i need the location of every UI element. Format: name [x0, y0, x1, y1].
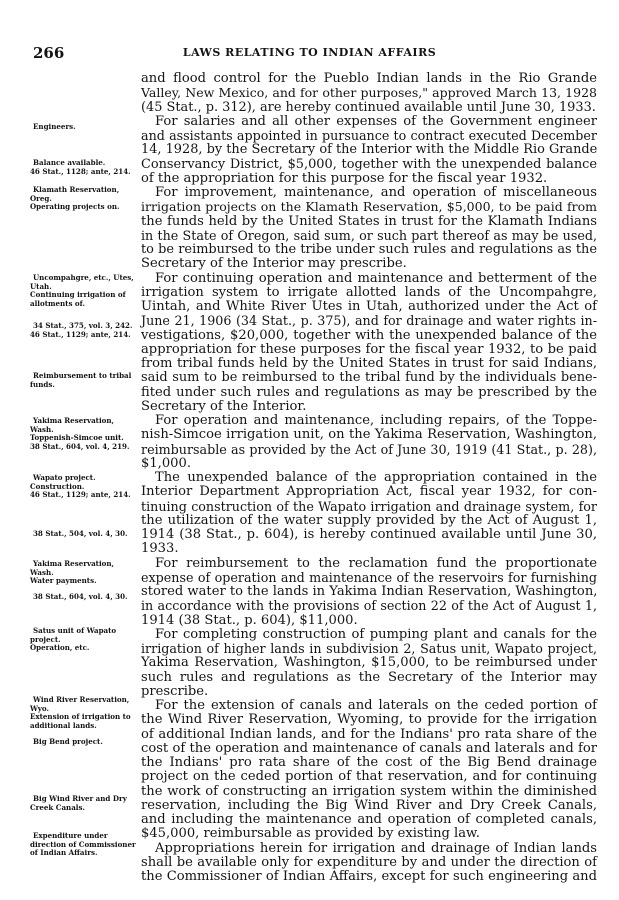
- margin-notes: [0, 0, 138, 900]
- body-line: stored water to the lands in Yakima Indian Reservation, Washington,: [141, 584, 598, 599]
- margin-note: Reimbursement to tribal funds.: [30, 371, 132, 389]
- body-line: For improvement, maintenance, and operation of miscellaneous: [155, 185, 597, 200]
- body-line: vestigations, $20,000, together with the unexpended balance of the: [141, 327, 597, 343]
- body-line: For continuing operation and maintenance and betterment of the: [155, 270, 597, 286]
- body-line: irrigation of higher lands in subdivision 2, Satus unit, Wapato project,: [141, 641, 597, 656]
- body-line: in the State of Oregon, said sum, or such part thereof as may be used,: [141, 227, 597, 243]
- body-line: 1914 (38 Stat., p. 604), $11,000.: [141, 612, 358, 628]
- body-line: Valley, New Mexico, and for other purposes," approved March 13, 1928: [141, 85, 597, 101]
- body-line: from tribal funds held by the United States in trust for said Indians,: [141, 356, 597, 371]
- margin-note: Klamath Reservation, Oreg. Operating projects on.: [30, 185, 120, 212]
- page-number: 266: [33, 44, 65, 62]
- body-line: of the appropriation for this purpose for the fiscal year 1932.: [141, 170, 548, 186]
- body-line: to be reimbursed to the tribe under such rules and regulations as the: [141, 242, 597, 257]
- body-line: 1914 (38 Stat., p. 604), is hereby continued available until June 30,: [141, 527, 597, 542]
- body-line: 1933.: [141, 541, 179, 557]
- body-line: of additional Indian lands, and for the Indians' pro rata share of the: [141, 726, 597, 742]
- body-line: For reimbursement to the reclamation fund the proportionate: [155, 555, 597, 571]
- body-line: reservation, including the Big Wind River and Dry Creek Canals,: [141, 797, 597, 813]
- body-line: shall be available only for expenditure by and under the direction of: [141, 854, 597, 870]
- running-title: LAWS RELATING TO INDIAN AFFAIRS: [182, 46, 437, 59]
- body-line: Conservancy District, $5,000, together with the unexpended balance: [141, 156, 597, 172]
- body-line: 14, 1928, by the Secretary of the Interior with the Middle Rio Grande: [141, 142, 598, 158]
- body-line: nish-Simcoe irrigation unit, on the Yakima Reservation, Washington,: [141, 427, 597, 443]
- body-line: said sum to be reimbursed to the tribal fund by the individuals bene-: [141, 370, 597, 386]
- margin-note: Wapato project. Construction. 46 Stat., 1129; ante, 214.: [30, 473, 131, 500]
- margin-note: Engineers.: [33, 122, 76, 131]
- body-text: [141, 72, 597, 884]
- margin-note: Satus unit of Wapato project. Operation, etc.: [30, 626, 117, 653]
- margin-note: Balance available. 46 Stat., 1128; ante, 214.: [30, 158, 131, 176]
- margin-note: Expenditure under direction of Commissioner of Indian Affairs.: [30, 831, 136, 858]
- body-line: and assistants appointed in pursuance to contract executed December: [141, 128, 597, 143]
- body-line: $1,000.: [141, 455, 191, 471]
- body-line: the Indians' pro rata share of the cost of the Big Bend drainage: [141, 755, 597, 770]
- body-line: irrigation system to irrigate allotted lands of the Uncompahgre,: [141, 284, 597, 300]
- body-line: Interior Department Appropriation Act, fiscal year 1932, for con-: [141, 484, 597, 500]
- body-line: For completing construction of pumping plant and canals for the: [155, 626, 597, 642]
- body-line: the Wind River Reservation, Wyoming, to provide for the irrigation: [141, 712, 597, 728]
- body-line: cost of the operation and maintenance of canals and laterals and for: [141, 740, 597, 756]
- body-line: reimbursable as provided by the Act of June 30, 1919 (41 Stat., p. 28),: [141, 441, 597, 457]
- body-line: such rules and regulations as the Secretary of the Interior may: [141, 669, 597, 685]
- margin-note: 38 Stat., 604, vol. 4, 30.: [33, 592, 128, 601]
- margin-note: Yakima Reservation, Wash. Toppenish-Simcoe unit. 38 Stat., 604, vol. 4, 219.: [30, 416, 130, 451]
- margin-note: Wind River Reservation, Wyo. Extension of irrigation to additional lands.: [30, 695, 131, 730]
- body-line: in accordance with the provisions of section 22 of the Act of August 1,: [141, 598, 597, 614]
- body-line: the utilization of the water supply provided by the Act of August 1,: [141, 512, 597, 528]
- margin-note: 34 Stat., 375, vol. 3, 242. 46 Stat., 1129; ante, 214.: [30, 321, 133, 339]
- body-line: $45,000, reimbursable as provided by existing law.: [141, 826, 480, 842]
- body-line: irrigation projects on the Klamath Reservation, $5,000, to be paid from: [141, 199, 597, 215]
- body-line: Appropriations herein for irrigation and drainage of Indian lands: [155, 840, 597, 856]
- body-line: expense of operation and maintenance of the reservoirs for furnishing: [141, 569, 597, 585]
- body-line: Secretary of the Interior may prescribe.: [141, 256, 407, 272]
- body-line: prescribe.: [141, 683, 209, 699]
- body-line: and flood control for the Pueblo Indian lands in the Rio Grande: [141, 71, 597, 86]
- margin-note: Big Wind River and Dry Creek Canals.: [30, 794, 127, 812]
- body-line: The unexpended balance of the appropriation contained in the: [155, 470, 597, 485]
- body-line: Yakima Reservation, Washington, $15,000, to be reimbursed under: [141, 655, 597, 671]
- margin-note: Big Bend project.: [33, 737, 103, 746]
- margin-note: Yakima Reservation, Wash. Water payments.: [30, 559, 114, 586]
- body-line: (45 Stat., p. 312), are hereby continued available until June 30, 1933.: [141, 99, 596, 115]
- body-line: For the extension of canals and laterals on the ceded portion of: [155, 698, 597, 713]
- body-line: and including the maintenance and operation of completed canals,: [141, 812, 597, 827]
- body-line: Secretary of the Interior.: [141, 398, 307, 414]
- body-line: June 21, 1906 (34 Stat., p. 375), and for drainage and water rights in-: [141, 313, 597, 329]
- body-line: the funds held by the United States in trust for the Klamath Indians: [141, 213, 597, 229]
- body-line: For salaries and all other expenses of the Government engineer: [155, 113, 597, 129]
- body-line: Uintah, and White River Utes in Utah, authorized under the Act of: [141, 299, 597, 314]
- body-line: For operation and maintenance, including repairs, of the Toppe-: [155, 413, 597, 428]
- body-line: the work of constructing an irrigation system within the diminished: [141, 783, 597, 799]
- body-line: project on the ceded portion of that reservation, and for continuing: [141, 769, 597, 785]
- body-line: appropriation for these purposes for the fiscal year 1932, to be paid: [141, 341, 597, 357]
- body-line: fited under such rules and regulations as may be prescribed by the: [141, 384, 597, 400]
- body-line: the Commissioner of Indian Affairs, except for such engineering and: [141, 869, 597, 884]
- margin-note: Uncompahgre, etc., Utes, Utah. Continuing irrigation of allotments of.: [30, 273, 134, 308]
- body-line: tinuing construction of the Wapato irrigation and drainage system, for: [141, 498, 597, 514]
- margin-note: 38 Stat., 504, vol. 4, 30.: [33, 529, 128, 538]
